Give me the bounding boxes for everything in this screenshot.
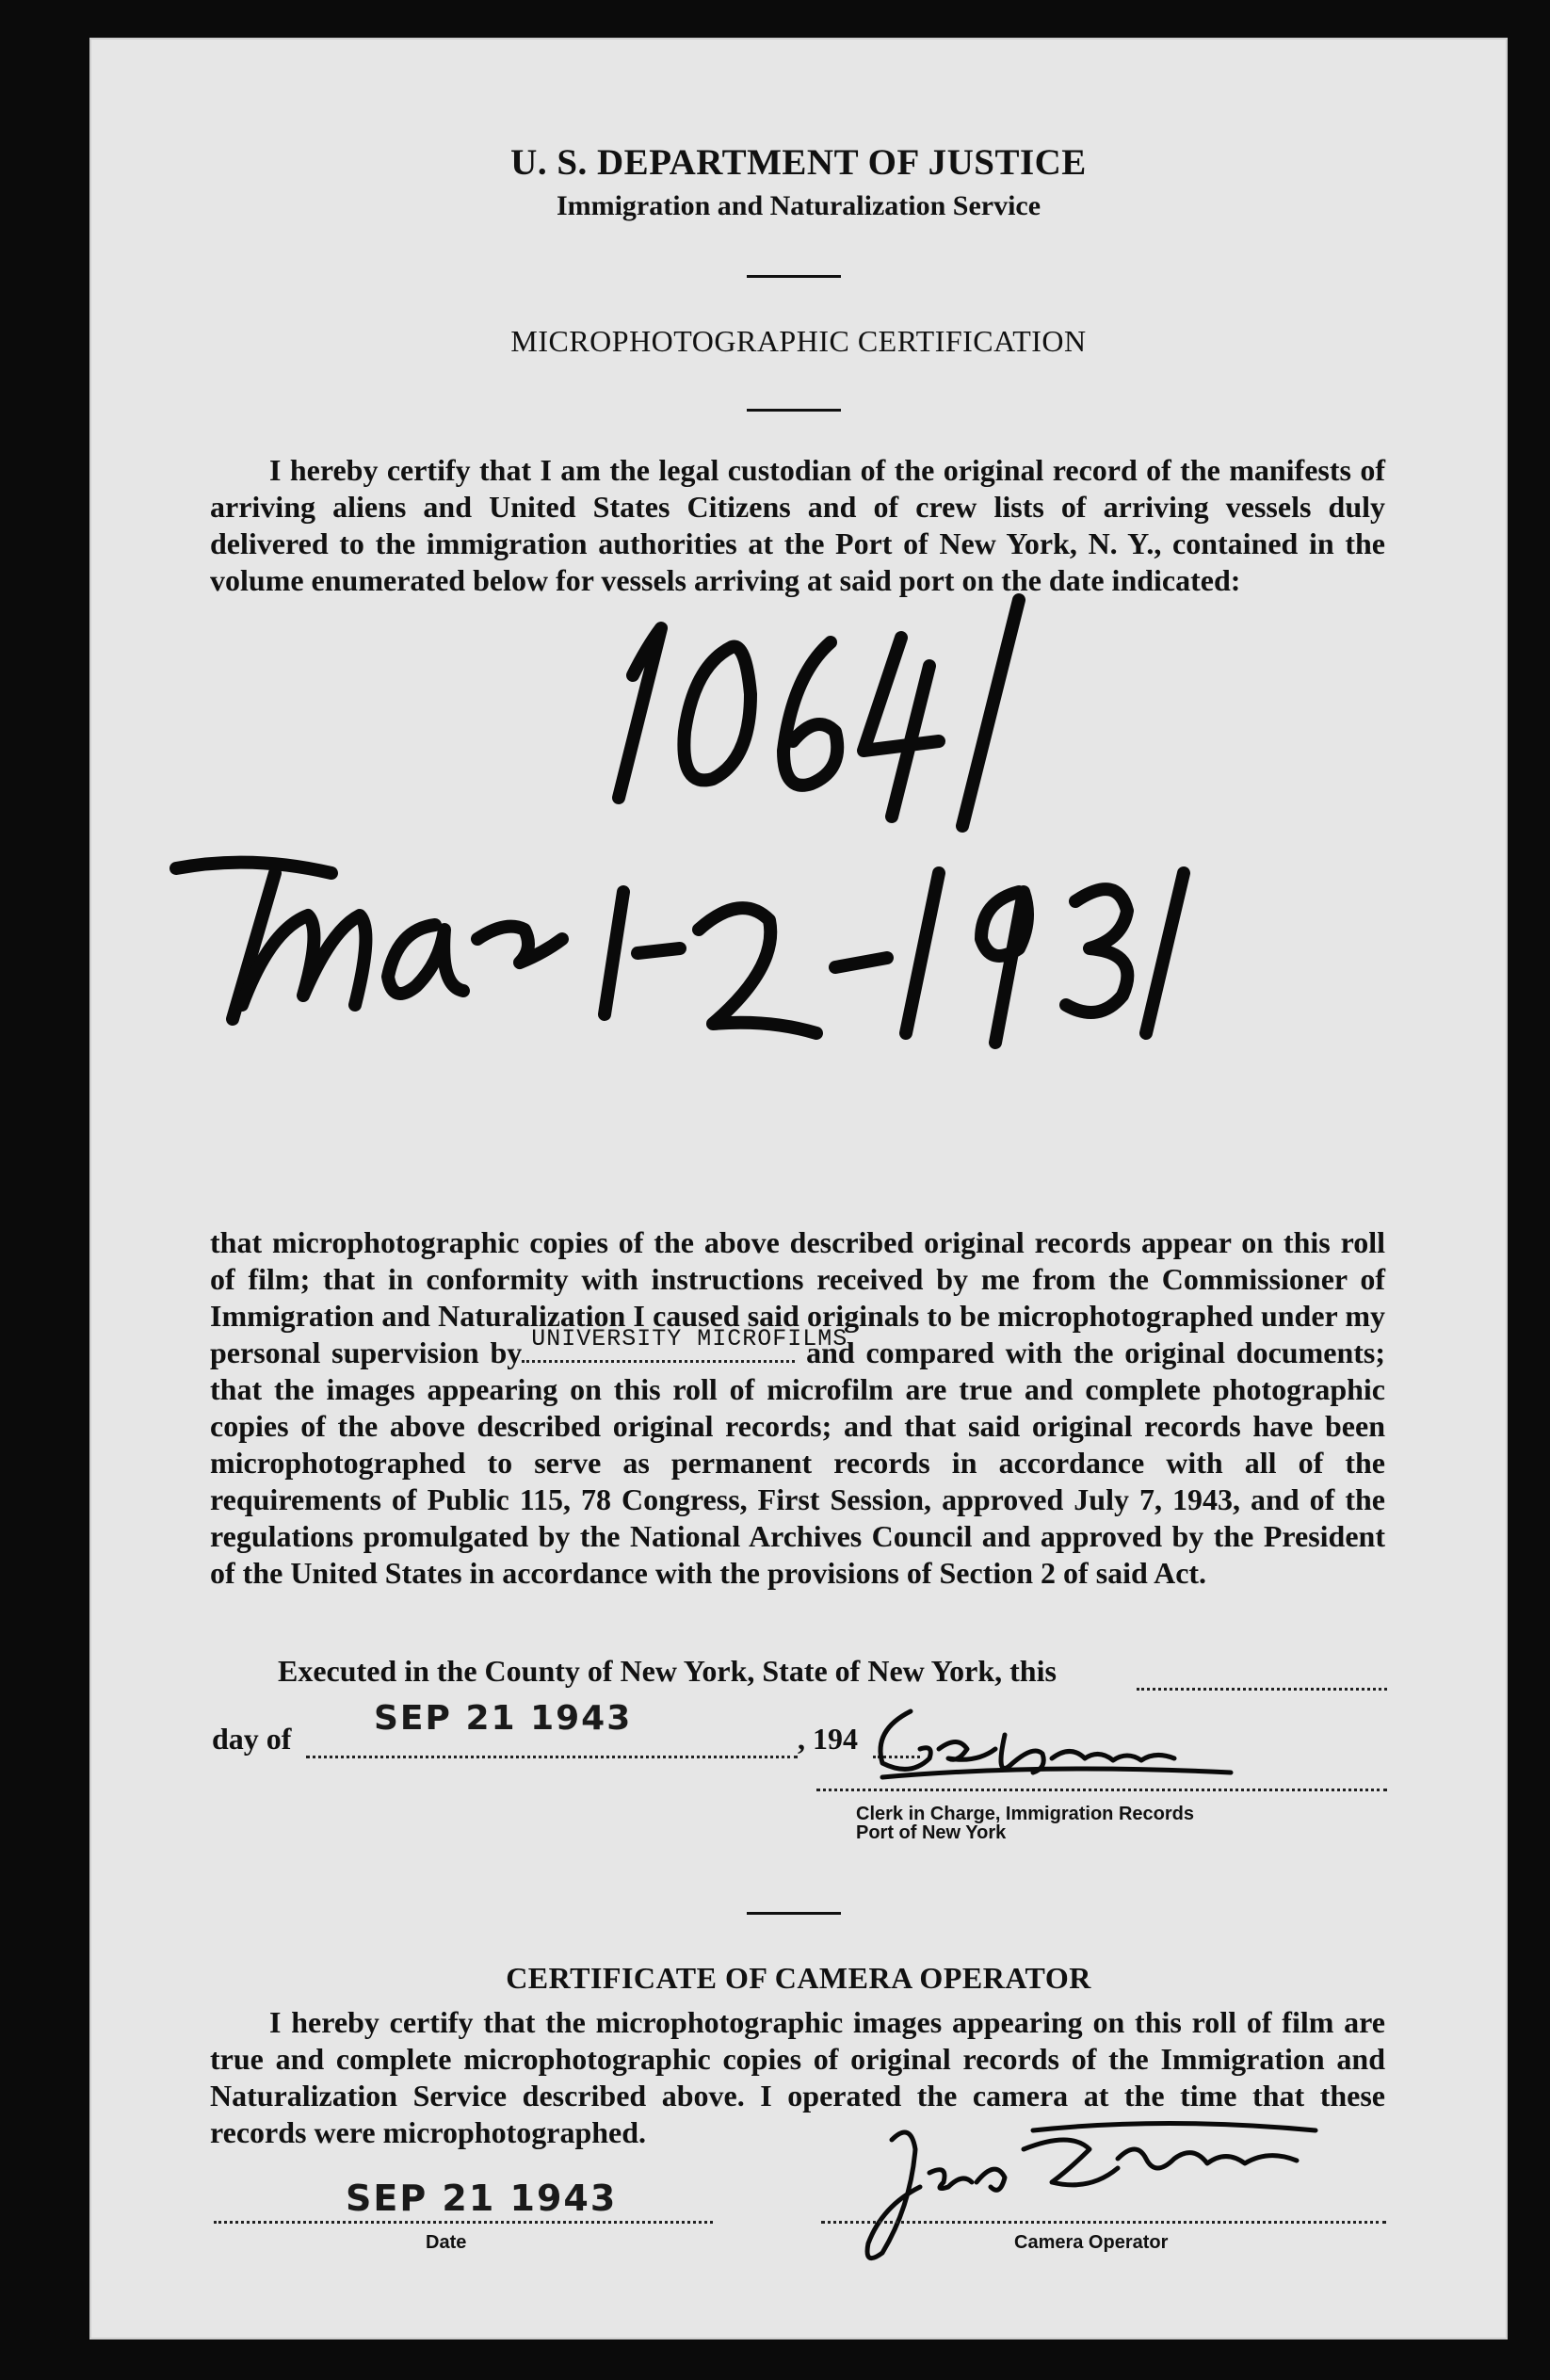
certificate-sheet xyxy=(89,38,1508,2340)
supervision-paragraph xyxy=(210,1224,1385,1592)
clerk-signature xyxy=(854,1692,1250,1796)
camera-certificate-title: CERTIFICATE OF CAMERA OPERATOR xyxy=(506,1961,1091,1995)
date-line xyxy=(214,2221,713,2224)
microfilm-company: UNIVERSITY MICROFILMS xyxy=(531,1325,848,1352)
clerk-caption-2: Port of New York xyxy=(856,1822,1007,1843)
divider xyxy=(747,409,841,412)
service-subtitle: Immigration and Naturalization Service xyxy=(556,190,1041,221)
executed-dots xyxy=(1137,1688,1387,1691)
clerk-signature-line xyxy=(816,1789,1387,1791)
operator-signature-line xyxy=(821,2221,1386,2224)
date-caption: Date xyxy=(426,2232,467,2253)
department-title: U. S. DEPARTMENT OF JUSTICE xyxy=(510,142,1087,183)
date-stamp-1: SEP 21 1943 xyxy=(374,1699,633,1738)
divider xyxy=(747,275,841,278)
divider xyxy=(747,1912,841,1915)
year-label: , 194 xyxy=(798,1722,858,1756)
date-stamp-2: SEP 21 1943 xyxy=(346,2178,618,2219)
executed-line: Executed in the County of New York, State of New York, this xyxy=(278,1654,1057,1688)
custodian-paragraph: I hereby certify that I am the legal custodian of the original record of the manifests of arriving aliens and United States Citizens and of crew lists of arriving vessels duly delivered to the immigration authorities at the Port of New York, N. Y., contained in the volume enumerated below for vessels arriving at said port on the date indicated: xyxy=(210,453,1385,597)
supervision-text: that microphotographic copies of the above described original records appear on this roll of film; that in conformity with instructions received by me from the Commissioner of Immigration and Naturalization I caused said originals to be microphotographed under my personal supervision by xyxy=(210,1225,1385,1369)
handwritten-volume-dates xyxy=(91,591,1506,1118)
microfilm-company-line xyxy=(522,1325,848,1363)
clerk-caption-1: Clerk in Charge, Immigration Records xyxy=(856,1804,1194,1824)
compliance-text: and compared with the original documents; that the images appearing on this roll of microfilm are true and complete photographic copies of the above described original records; and that said original records have been microphotographed to serve as permanent records in accordance with all of the requirements of Public 115, 78 Congress, First Session, approved July 7, 1943, and of the regulations promulgated by the National Archives Council and approved by the President of the United States in accordance with the provisions of Section 2 of said Act. xyxy=(210,1336,1385,1590)
camera-operator-paragraph: I hereby certify that the microphotographic images appearing on this roll of film are true and complete microphotographic copies of original records of the Immigration and Naturalization Service described above. I operated the camera at the time that these records were microphotographed. xyxy=(210,2005,1385,2149)
certification-title: MICROPHOTOGRAPHIC CERTIFICATION xyxy=(510,324,1087,358)
operator-caption: Camera Operator xyxy=(1014,2232,1169,2253)
day-of-label: day of xyxy=(212,1722,292,1756)
day-dots xyxy=(306,1756,798,1758)
